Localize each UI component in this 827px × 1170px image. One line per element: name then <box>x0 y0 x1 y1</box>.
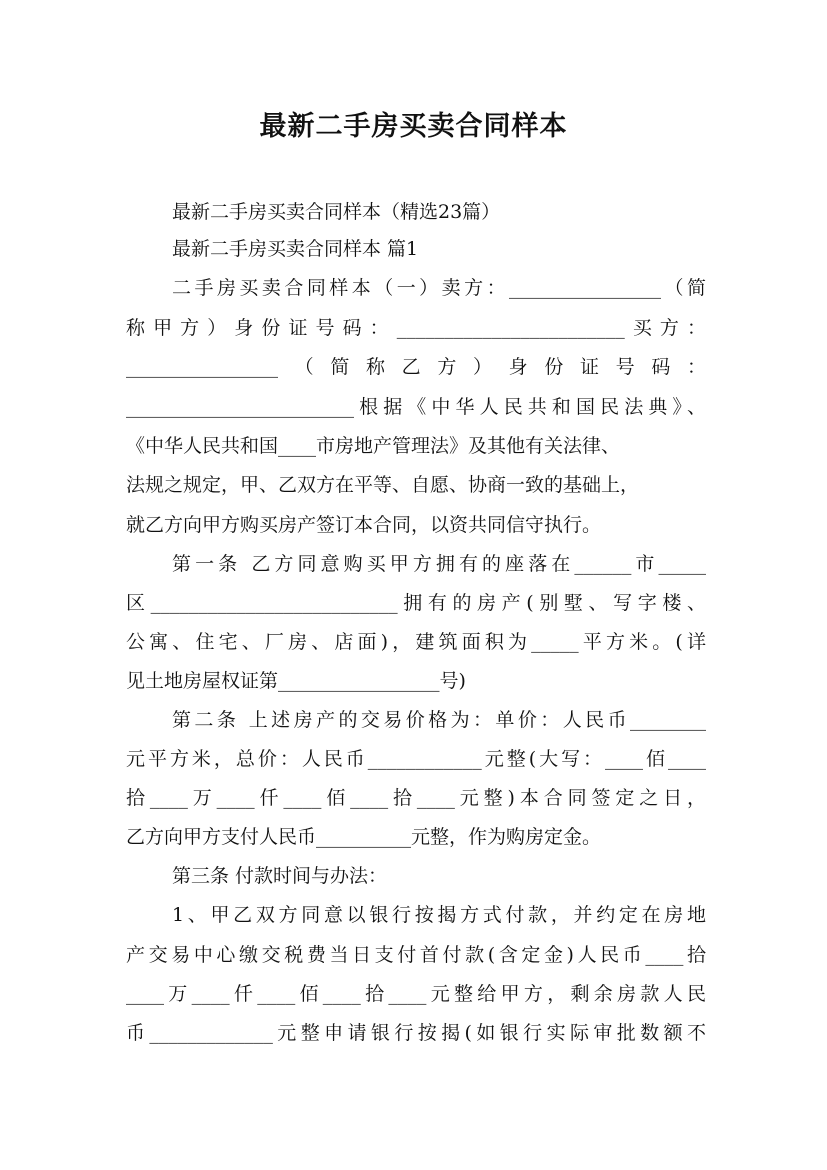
paragraph-line: 第三条 付款时间与办法： <box>172 865 388 887</box>
paragraph-line: 见土地房屋权证第_________________号) <box>126 670 466 692</box>
paragraph-line: 产交易中心缴交税费当日支付首付款(含定金)人民币____拾 <box>126 944 706 966</box>
paragraph-line: 区__________________________拥有的房产(别墅、写字楼、 <box>126 592 706 614</box>
paragraph-line: 第一条 乙方同意购买甲方拥有的座落在______市_____ <box>172 553 706 575</box>
paragraph-line: 1、甲乙双方同意以银行按揭方式付款，并约定在房地 <box>172 904 706 926</box>
paragraph-line: 法规之规定，甲、乙双方在平等、自愿、协商一致的基础上， <box>126 474 640 496</box>
paragraph-line: 第二条 上述房产的交易价格为：单价：人民币________ <box>172 709 706 731</box>
paragraph-line: 元平方米，总价：人民币____________元整(大写：____佰____ <box>126 748 706 770</box>
paragraph-line: 币_____________元整申请银行按揭(如银行实际审批数额不 <box>126 1022 706 1044</box>
paragraph-line: 乙方向甲方支付人民币__________元整，作为购房定金。 <box>126 826 602 848</box>
paragraph-line: 拾____万____仟____佰____拾____元整)本合同签定之日， <box>126 787 706 809</box>
paragraph-line: 称甲方）身份证号码：________________________买方： <box>126 317 706 339</box>
paragraph-line: ________________（简称乙方）身份证号码： <box>126 356 706 378</box>
paragraph-line: 最新二手房买卖合同样本 篇1 <box>172 238 419 260</box>
paragraph-line: 二手房买卖合同样本（一）卖方：________________（简 <box>172 277 706 299</box>
paragraph-line: 最新二手房买卖合同样本（精选23篇） <box>172 201 501 223</box>
paragraph-line: 公寓、住宅、厂房、店面)，建筑面积为_____平方米。(详 <box>126 631 706 653</box>
paragraph-line: ________________________根据《中华人民共和国民法典》、 <box>126 396 706 418</box>
paragraph-line: 《中华人民共和国____市房地产管理法》及其他有关法律、 <box>126 435 621 457</box>
document-title: 最新二手房买卖合同样本 <box>259 111 568 142</box>
paragraph-line: 就乙方向甲方购买房产签订本合同，以资共同信守执行。 <box>126 514 602 536</box>
paragraph-line: ____万____仟____佰____拾____元整给甲方，剩余房款人民 <box>126 983 706 1005</box>
